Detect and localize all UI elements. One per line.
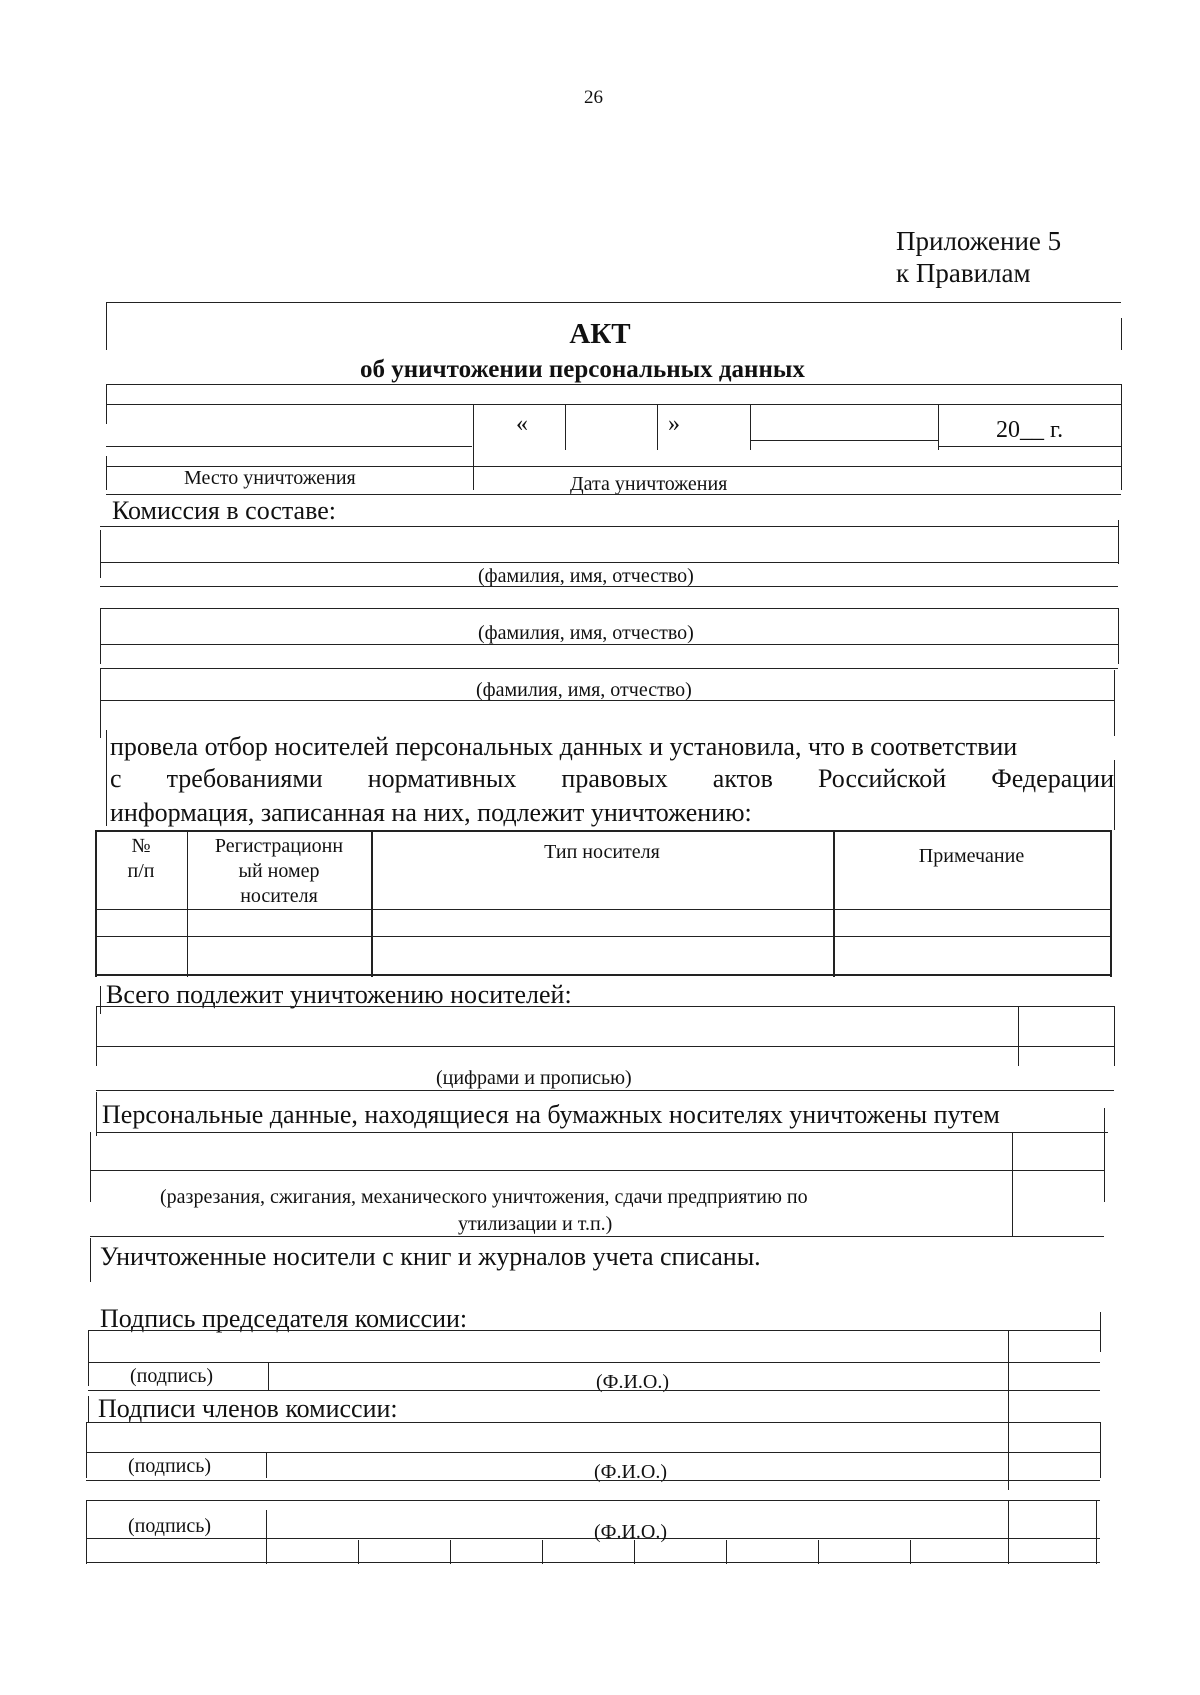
date-month-field[interactable] <box>760 410 930 442</box>
chair-name-label: (Ф.И.О.) <box>596 1371 670 1393</box>
destruction-place-label: Место уничтожения <box>184 467 356 489</box>
date-year: 20__ г. <box>996 417 1064 443</box>
commission-member-3-hint: (фамилия, имя, отчество) <box>476 679 692 701</box>
member-2-signature-label: (подпись) <box>128 1515 212 1537</box>
destruction-place-field[interactable] <box>110 408 470 444</box>
total-heading: Всего подлежит уничтожению носителей: <box>106 980 572 1009</box>
statement-word: актов <box>712 764 773 793</box>
method-hint-line-2: утилизации и т.п.) <box>458 1213 613 1235</box>
column-header-number: № п/п <box>127 835 155 882</box>
date-day-open-quote: « <box>516 411 528 437</box>
page-number: 26 <box>584 87 603 108</box>
member-1-signature-field[interactable] <box>90 1426 1004 1452</box>
members-signature-heading: Подписи членов комиссии: <box>98 1394 398 1423</box>
act-title: АКТ <box>569 318 631 350</box>
chair-signature-label: (подпись) <box>130 1365 214 1387</box>
statement-line-2 <box>110 766 1114 792</box>
media-table <box>95 830 1112 977</box>
method-field[interactable] <box>96 1138 1008 1172</box>
member-1-signature-label: (подпись) <box>128 1455 212 1477</box>
statement-word: Российской <box>817 764 947 793</box>
member-2-name-label: (Ф.И.О.) <box>594 1521 668 1543</box>
member-2-signature-field[interactable] <box>90 1504 1004 1518</box>
statement-line-3: информация, записанная на них, подлежит уничтожению: <box>110 798 752 827</box>
member-1-name-label: (Ф.И.О.) <box>594 1461 668 1483</box>
table-row[interactable] <box>97 911 1109 935</box>
appendix-rules-label: к Правилам <box>896 258 1031 288</box>
commission-heading: Комиссия в составе: <box>112 496 336 525</box>
column-header-note: Примечание <box>918 845 1025 867</box>
statement-word: нормативных <box>367 764 517 793</box>
column-header-reg-number: Регистрационн ый номер носителя <box>214 835 344 907</box>
column-header-media-type: Тип носителя <box>544 841 660 863</box>
commission-member-1-field[interactable] <box>104 536 1114 562</box>
method-hint-line-1: (разрезания, сжигания, механического уничтожения, сдачи предприятию по <box>160 1186 808 1208</box>
date-day-field[interactable] <box>568 410 654 442</box>
commission-member-2-hint: (фамилия, имя, отчество) <box>478 622 694 644</box>
destruction-date-label: Дата уничтожения <box>570 473 728 495</box>
statement-word: с <box>110 764 122 793</box>
chair-signature-field[interactable] <box>92 1336 1004 1364</box>
chair-signature-heading: Подпись председателя комиссии: <box>100 1304 468 1333</box>
total-hint: (цифрами и прописью) <box>436 1067 632 1089</box>
statement-line-1: провела отбор носителей персональных данных и установила, что в соответствии <box>110 732 1018 761</box>
written-off-statement: Уничтоженные носители с книг и журналов учета списаны. <box>100 1242 761 1271</box>
act-subtitle: об уничтожении персональных данных <box>360 356 805 383</box>
commission-member-3-field[interactable] <box>104 652 1114 676</box>
statement-word: Федерации <box>991 764 1114 793</box>
table-row[interactable] <box>97 938 1109 972</box>
date-day-close-quote: » <box>668 411 680 437</box>
statement-word: правовых <box>561 764 668 793</box>
statement-word: требованиями <box>166 764 323 793</box>
method-heading: Персональные данные, находящиеся на бумажных носителях уничтожены путем <box>102 1100 1000 1129</box>
appendix-label: Приложение 5 <box>896 226 1062 256</box>
commission-member-1-hint: (фамилия, имя, отчество) <box>478 565 694 587</box>
